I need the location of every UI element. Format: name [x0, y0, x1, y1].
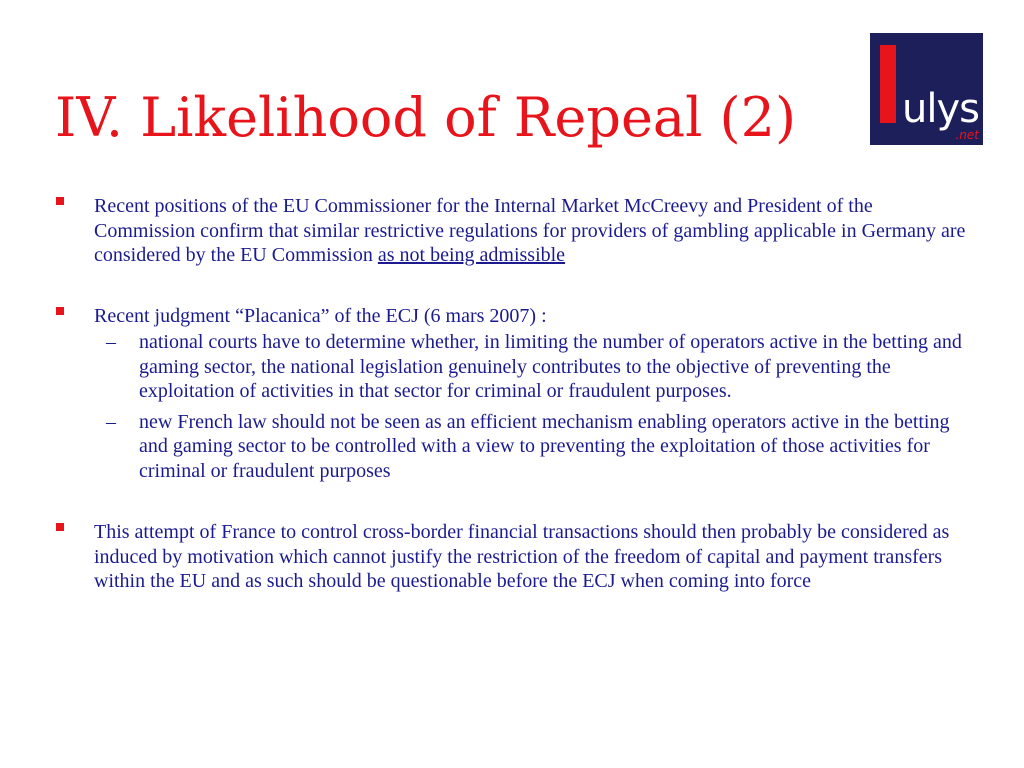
sub-bullet-item	[55, 410, 975, 484]
slide-title: IV. Likelihood of Repeal (2)	[55, 86, 797, 149]
square-bullet-icon	[56, 307, 64, 315]
bullet-text: Recent positions of the EU Commissioner for the Internal Market McCreevy and President of the Commission confirm that similar restrictive regulations for providers of gambling applicable in Germany are considered by the EU Commission	[94, 195, 966, 266]
sub-bullet-item	[55, 330, 975, 404]
bullet-text: Recent judgment “Placanica” of the ECJ (6 mars 2007) :	[94, 304, 547, 327]
bullet-item	[55, 194, 975, 268]
sub-bullet-text: new French law should not be seen as an efficient mechanism enabling operators active in the betting and gaming sector to be controlled with a view to preventing the exploitation of those activities for criminal or fraudulent purposes	[139, 410, 950, 482]
logo-wordmark: ulys	[902, 86, 979, 132]
bullet-item	[55, 304, 975, 329]
dash-bullet-icon: –	[106, 331, 116, 353]
slide-body	[55, 194, 975, 594]
dash-bullet-icon: –	[106, 410, 116, 433]
square-bullet-icon	[56, 197, 64, 205]
square-bullet-icon	[56, 523, 64, 531]
bullet-item	[55, 520, 975, 594]
logo-suffix: .net	[955, 128, 979, 142]
sub-bullet-text: national courts have to determine whether, in limiting the number of operators active in the betting and gaming sector, the national legislation genuinely contributes to the objective of preventing the exploitation of activities in that sector for criminal or fraudulent purposes.	[139, 331, 962, 402]
bullet-text: This attempt of France to control cross-border financial transactions should then probably be considered as induced by motivation which cannot justify the restriction of the freedom of capital and payment transfers within the EU and as such should be questionable before the ECJ when coming into force	[94, 521, 950, 592]
logo-red-bar	[880, 45, 896, 123]
ulys-logo	[870, 33, 983, 145]
underlined-phrase: as not being admissible	[377, 244, 566, 266]
